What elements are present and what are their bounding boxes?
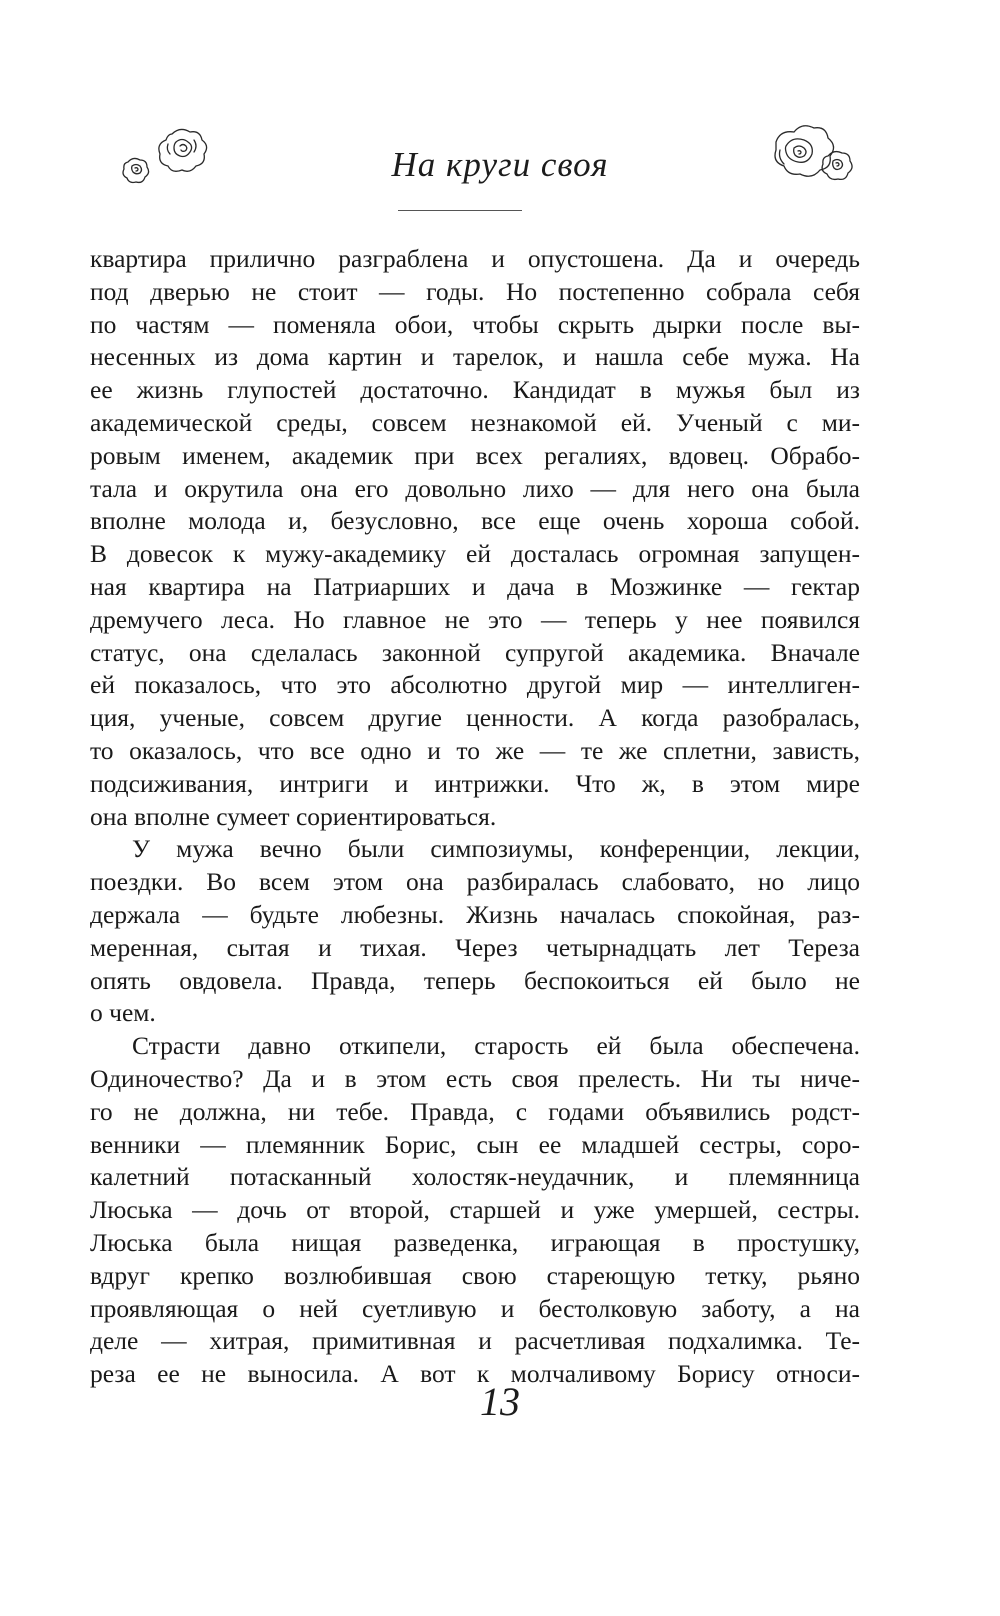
body-text — [90, 243, 860, 1391]
page-number: 13 — [480, 1379, 520, 1424]
text-line: го не должна, ни тебе. Правда, с годами объявились родст- — [90, 1096, 860, 1126]
text-line: ная квартира на Патриарших и дача в Мозжинке — гектар — [90, 571, 860, 601]
text-line: деле — хитрая, примитивная и расчетливая подхалимка. Те- — [90, 1326, 860, 1356]
text-line: подсиживания, интриги и интрижки. Что ж, в этом мире — [90, 768, 860, 798]
text-line: держала — будьте любезны. Жизнь началась спокойная, раз- — [90, 899, 860, 929]
text-line: то оказалось, что все одно и то же — те же сплетни, зависть, — [90, 735, 860, 765]
text-line: вдруг крепко возлюбившая свою стареющую тетку, рьяно — [90, 1260, 860, 1290]
text-line: опять овдовела. Правда, теперь беспокоиться ей было не — [90, 965, 860, 995]
text-line: несенных из дома картин и тарелок, и нашла себе мужа. На — [90, 342, 860, 372]
text-line: статус, она сделалась законной супругой академика. Вначале — [90, 637, 860, 667]
running-title: На круги своя — [391, 145, 609, 184]
text-line: ция, ученые, совсем другие ценности. А когда разобралась, — [90, 703, 860, 733]
text-line: реза ее не выносила. А вот к молчаливому Борису относи- — [90, 1359, 860, 1389]
text-line: дремучего леса. Но главное не это — теперь у нее появился — [90, 604, 860, 634]
text-line: под дверью не стоит — годы. Но постепенно собрала себя — [90, 276, 860, 306]
text-line: ей показалось, что это абсолютно другой мир — интеллиген- — [90, 670, 860, 700]
text-line: Люська — дочь от второй, старшей и уже умершей, сестры. — [90, 1195, 860, 1225]
text-line: по частям — поменяла обои, чтобы скрыть дырки после вы- — [90, 309, 860, 339]
text-line: академической среды, совсем незнакомой ей. Ученый с ми- — [90, 407, 860, 437]
text-line: Люська была нищая разведенка, играющая в простушку, — [90, 1227, 860, 1257]
text-line: Одиночество? Да и в этом есть своя прелесть. Ни ты ниче- — [90, 1063, 860, 1093]
text-line: она вполне сумеет сориентироваться. — [90, 801, 497, 831]
text-line: тала и окрутила она его довольно лихо — для него она была — [90, 473, 860, 503]
text-line: проявляющая о ней суетливую и бестолковую заботу, а на — [90, 1293, 860, 1323]
text-line: ее жизнь глупостей достаточно. Кандидат в мужья был из — [90, 375, 860, 405]
text-line: вполне молода и, безусловно, все еще очень хороша собой. — [90, 506, 860, 536]
text-line: о чем. — [90, 998, 156, 1028]
text-line: калетний потасканный холостяк-неудачник, и племянница — [90, 1162, 860, 1192]
text-line: поездки. Во всем этом она разбиралась слабовато, но лицо — [90, 867, 860, 897]
text-line: У мужа вечно были симпозиумы, конференции, лекции, — [132, 834, 860, 864]
text-line: квартира прилично разграблена и опустошена. Да и очередь — [90, 244, 860, 273]
title-divider — [398, 210, 522, 211]
text-line: венники — племянник Борис, сын ее младшей сестры, соро- — [90, 1129, 860, 1159]
text-line: меренная, сытая и тихая. Через четырнадцать лет Тереза — [90, 932, 860, 962]
text-line: Страсти давно откипели, старость ей была обеспечена. — [132, 1031, 860, 1061]
text-line: ровым именем, академик при всех регалиях, вдовец. Обрабо- — [90, 440, 860, 470]
text-line: В довесок к мужу-академику ей досталась огромная запущен- — [90, 539, 860, 569]
